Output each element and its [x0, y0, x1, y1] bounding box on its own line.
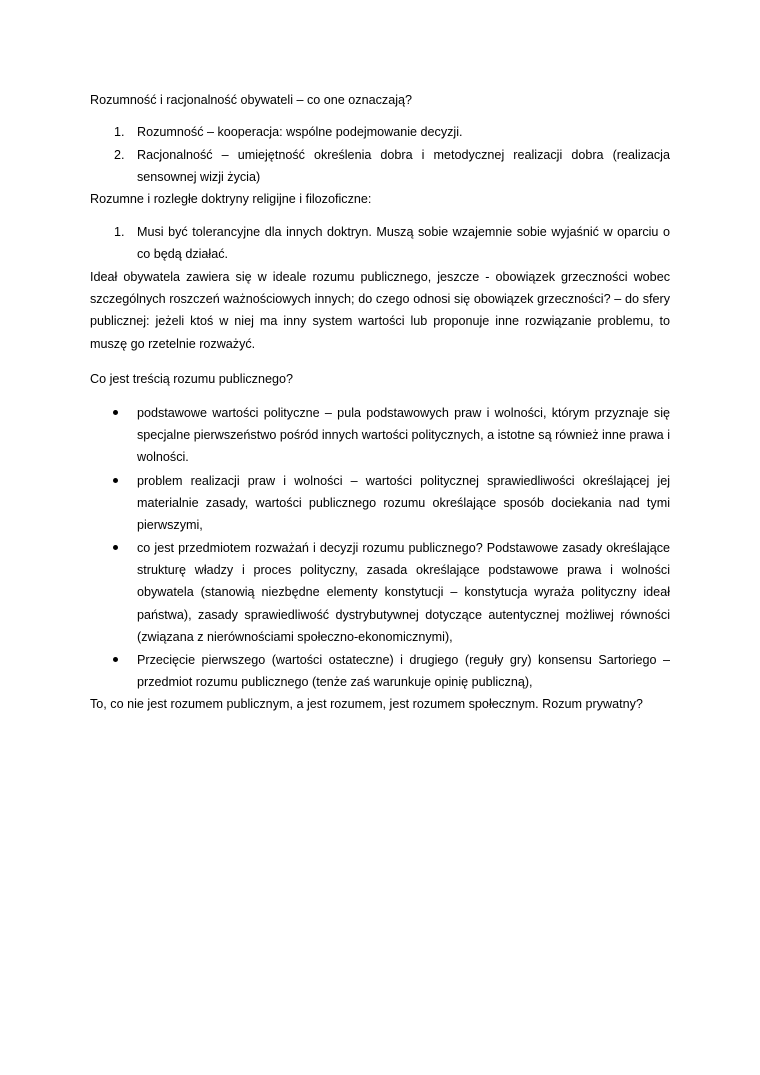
list-item: [90, 221, 670, 265]
bullet-item: [90, 649, 670, 693]
bullet-item: [90, 537, 670, 648]
bullet-icon: [113, 657, 118, 662]
bullet-item-text: problem realizacji praw i wolności – wartości politycznej sprawiedliwości określającej jej materialnie zasady, wartości publicznego rozumu określające sposób dociekania nad tymi pierwszymi,: [137, 474, 670, 533]
bullet-item-text: podstawowe wartości polityczne – pula podstawowych praw i wolności, którym przyznaje się specjalne pierwszeństwo pośród innych wartości politycznych, a istotne są również inne prawa i wolności.: [137, 406, 670, 465]
list-item-text: Rozumność – kooperacja: wspólne podejmowanie decyzji.: [137, 125, 463, 139]
heading-tresc-rozumu: Co jest treścią rozumu publicznego?: [90, 372, 294, 386]
bullet-icon: [113, 478, 118, 483]
bullet-icon: [113, 545, 118, 550]
list-item-text: Musi być tolerancyjne dla innych doktryn. Muszą sobie wzajemnie sobie wyjaśnić w oparciu o co będą działać.: [137, 225, 670, 262]
list-item-text: Racjonalność – umiejętność określenia dobra i metodycznej realizacji dobra (realizacja sensownej wizji życia): [137, 148, 670, 185]
list-number: 1.: [114, 125, 125, 139]
bullet-item: [90, 470, 670, 537]
heading-rozumnosc: Rozumność i racjonalność obywateli – co one oznaczają?: [90, 93, 413, 107]
list-number: 2.: [114, 148, 125, 162]
bullet-item: [90, 402, 670, 469]
bullet-icon: [113, 410, 118, 415]
paragraph-ideal-obywatela: Ideał obywatela zawiera się w ideale rozumu publicznego, jeszcze - obowiązek grzeczności wobec szczególnych roszczeń ważnościowych innych; do czego odnosi się obowiązek grzeczności? – do sfery publicznej: jeżeli ktoś w niej ma inny system wartości lub proponuje inne rozwiązanie problemu, to muszę go rzetelnie rozważyć.: [90, 270, 670, 351]
heading-doktryny: Rozumne i rozległe doktryny religijne i filozoficzne:: [90, 192, 372, 206]
list-item: [90, 121, 670, 143]
list-number: 1.: [114, 225, 125, 239]
bullet-item-text: co jest przedmiotem rozważań i decyzji rozumu publicznego? Podstawowe zasady określające strukturę władzy i proces polityczny, zasada określające podstawowe prawa i wolności obywatela (stanowią niezbędne elementy konstytucji – konstytucja wyraża polityczny ideał państwa), zasady sprawiedliwość dystrybutywnej dotyczące autentycznej możliwej równości (związana z nierównościami społeczno-ekonomicznymi),: [137, 541, 670, 644]
list-item: [90, 144, 670, 188]
bullet-item-text: Przecięcie pierwszego (wartości ostateczne) i drugiego (reguły gry) konsensu Sartoriego – przedmiot rozumu publicznego (tenże zaś warunkuje opinię publiczną),: [137, 653, 670, 690]
paragraph-rozum-spoleczny: To, co nie jest rozumem publicznym, a jest rozumem, jest rozumem społecznym. Rozum prywatny?: [90, 697, 643, 711]
